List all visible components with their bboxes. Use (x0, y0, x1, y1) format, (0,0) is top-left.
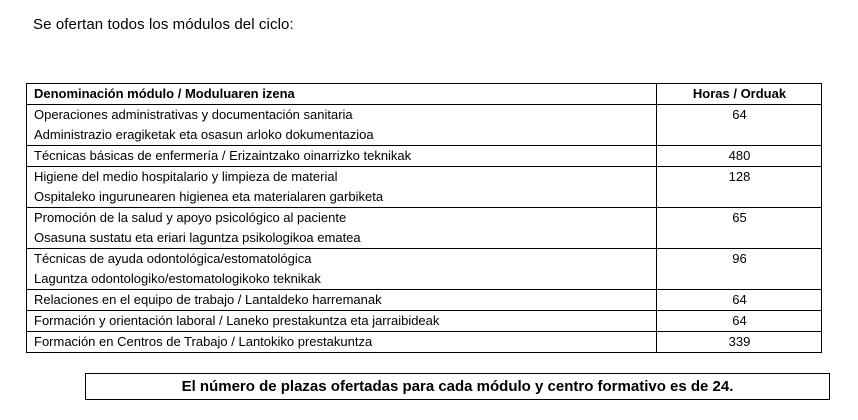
module-hours: 64 (657, 290, 822, 311)
module-name-cell (27, 105, 657, 146)
module-name-cell (27, 249, 657, 290)
module-name-es: Técnicas básicas de enfermería / Erizaintzako oinarrizko teknikak (34, 148, 412, 163)
module-name-cell (27, 167, 657, 208)
table-row (27, 167, 822, 208)
table-row (27, 146, 822, 167)
module-name-cell (27, 311, 657, 332)
table-row (27, 105, 822, 146)
table-row (27, 208, 822, 249)
module-name-cell (27, 290, 657, 311)
module-hours: 96 (657, 249, 822, 290)
module-hours: 128 (657, 167, 822, 208)
module-name-es: Operaciones administrativas y documentación sanitaria (34, 107, 353, 122)
module-name-eu: Ospitaleko ingurunearen higienea eta materialaren garbiketa (34, 189, 384, 204)
module-name-eu: Laguntza odontologiko/estomatologikoko teknikak (34, 271, 321, 286)
module-name-es: Higiene del medio hospitalario y limpieza de material (34, 169, 338, 184)
module-name-es: Formación y orientación laboral / Laneko prestakuntza eta jarraibideak (34, 313, 440, 328)
module-name-cell (27, 146, 657, 167)
modules-table (26, 83, 822, 353)
places-notice-box: El número de plazas ofertadas para cada módulo y centro formativo es de 24. (85, 373, 830, 400)
module-hours: 480 (657, 146, 822, 167)
table-row (27, 290, 822, 311)
intro-text: Se ofertan todos los módulos del ciclo: (33, 16, 294, 33)
module-name-cell (27, 208, 657, 249)
module-column-header: Denominación módulo / Moduluaren izena (27, 84, 657, 105)
module-name-es: Técnicas de ayuda odontológica/estomatológica (34, 251, 312, 266)
module-name-cell (27, 332, 657, 353)
table-header-row (27, 84, 822, 105)
hours-column-header: Horas / Orduak (657, 84, 822, 105)
module-name-es: Relaciones en el equipo de trabajo / Lantaldeko harremanak (34, 292, 382, 307)
table-row (27, 249, 822, 290)
table-row (27, 311, 822, 332)
module-hours: 64 (657, 311, 822, 332)
module-hours: 64 (657, 105, 822, 146)
module-name-es: Promoción de la salud y apoyo psicológico al paciente (34, 210, 347, 225)
module-hours: 65 (657, 208, 822, 249)
module-name-es: Formación en Centros de Trabajo / Lantokiko prestakuntza (34, 334, 373, 349)
module-hours: 339 (657, 332, 822, 353)
module-name-eu: Osasuna sustatu eta eriari laguntza psikologikoa ematea (34, 230, 361, 245)
module-name-eu: Administrazio eragiketak eta osasun arloko dokumentazioa (34, 127, 374, 142)
table-row (27, 332, 822, 353)
